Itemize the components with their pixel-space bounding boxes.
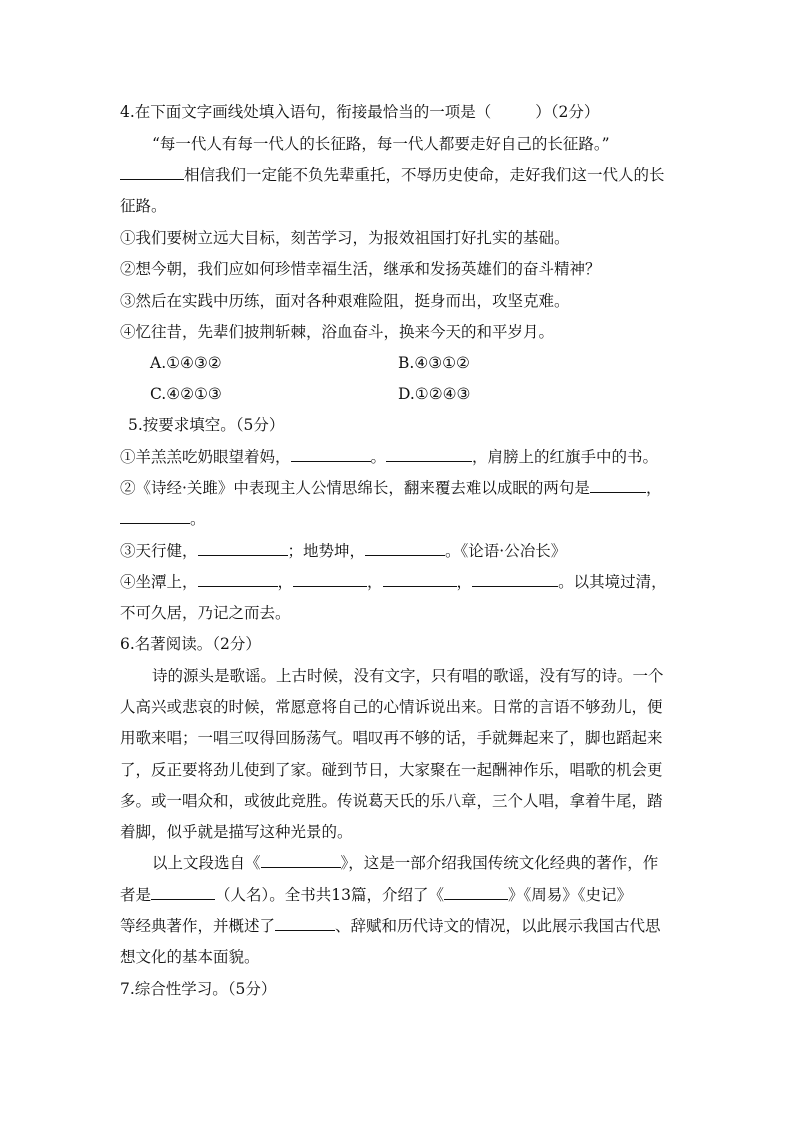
fill-blank[interactable]: [261, 853, 341, 868]
fill-blank[interactable]: [120, 165, 184, 180]
q7-title: 7.综合性学习。（5分）: [120, 980, 277, 998]
q5-line1: [120, 447, 680, 467]
q5-line4: [120, 572, 680, 592]
q4-sentence-4: ④忆往昔，先辈们披荆斩棘，浴血奋斗，换来今天的和平岁月。: [120, 323, 555, 341]
fill-blank[interactable]: [383, 572, 457, 587]
q6-passage-line: 了，反正要将劲儿使到了家。碰到节日，大家聚在一起酬神作乐，唱歌的机会更: [120, 761, 663, 779]
q6-a1-tail: 》，这是一部介绍我国传统文化经典的著作，作: [340, 854, 659, 872]
q6-passage-line: 着脚，似乎就是描写这种光景的。: [120, 823, 353, 841]
q5-l3-text: ③天行健，: [120, 542, 198, 560]
fill-blank[interactable]: [198, 541, 288, 556]
q6-passage-line: 人高兴或悲哀的时候，常愿意将自己的心情诉说出来。日常的言语不够劲儿，便: [120, 698, 663, 716]
fill-blank[interactable]: [291, 447, 371, 462]
q6-a3-text: 等经典著作，并概述了: [120, 917, 276, 935]
q4-score: ）（2分）: [535, 103, 600, 121]
q5-line3: [120, 541, 680, 561]
q6-answer-line3: [120, 916, 680, 936]
punct: 。: [190, 510, 206, 528]
q5-line2: [120, 478, 680, 498]
q5-l1-tail: ，肩膀上的红旗手中的书。: [472, 448, 659, 466]
option-b[interactable]: B.④③①②: [398, 354, 470, 372]
fill-blank[interactable]: [386, 447, 472, 462]
q6-answer-line1: [152, 853, 712, 873]
q5-title: 5.按要求填空。（5分）: [128, 416, 285, 434]
q5-l1-text: ①羊羔羔吃奶眼望着妈，: [120, 448, 291, 466]
q4-line2: [120, 165, 680, 185]
q6-a1-text: 以上文段选自《: [152, 854, 261, 872]
q6-passage-line: 用歌来唱；一唱三叹得回肠荡气。唱叹再不够的话，手就舞起来了，脚也蹈起来: [120, 729, 663, 747]
option-c[interactable]: C.④②①③: [150, 385, 222, 403]
q4-quote: “每一代人有每一代人的长征路，每一代人都要走好自己的长征路。”: [152, 135, 610, 153]
option-d[interactable]: D.①②④③: [398, 385, 471, 403]
q6-answer-line4: 想文化的基本面貌。: [120, 948, 260, 966]
q4-sentence-3: ③然后在实践中历练，面对各种艰难险阻，挺身而出，攻坚克难。: [120, 292, 570, 310]
punct: ，: [367, 573, 383, 591]
q6-a2-text: 者是: [120, 886, 152, 904]
q5-l4-text: ④坐潭上，: [120, 573, 198, 591]
q4-sentence-2: ②想今朝，我们应如何珍惜幸福生活，继承和发扬英雄们的奋斗精神？: [120, 260, 601, 278]
q4-stem-text: 4.在下面文字画线处填入语句，衔接最恰当的一项是（: [120, 103, 492, 121]
fill-blank[interactable]: [590, 478, 646, 493]
fill-blank[interactable]: [444, 885, 508, 900]
fill-blank[interactable]: [151, 885, 215, 900]
q5-line2b: [120, 509, 680, 529]
q4-sentence-1: ①我们要树立远大目标，刻苦学习，为报效祖国打好扎实的基础。: [120, 229, 570, 247]
punct: 。: [370, 448, 387, 466]
q6-a3-tail: 、辞赋和历代诗文的情况，以此展示我国古代思: [335, 917, 661, 935]
fill-blank[interactable]: [120, 509, 190, 524]
q4-line2-text: 相信我们一定能不负先辈重托，不辱历史使命，走好我们这一代人的长: [184, 166, 665, 184]
punct: ，: [645, 479, 662, 497]
q5-l2-text: ②《诗经·关雎》中表现主人公情思绵长，翻来覆去难以成眠的两句是: [120, 479, 590, 497]
fill-blank[interactable]: [275, 916, 335, 931]
punct: ，: [277, 573, 294, 591]
q6-passage-line: 诗的源头是歌谣。上古时候，没有文字，只有唱的歌谣，没有写的诗。一个: [152, 667, 664, 685]
fill-blank[interactable]: [198, 572, 278, 587]
q4-stem: [120, 102, 680, 122]
punct: ，: [456, 573, 473, 591]
q5-l3-mid: ；地势坤，: [287, 542, 366, 560]
q6-passage-line: 多。或一唱众和，或彼此竞胜。传说葛天氏的乐八章，三个人唱，拿着牛尾，踏: [120, 792, 663, 810]
fill-blank[interactable]: [472, 572, 558, 587]
q5-l4-tail: 。以其境过清，: [558, 573, 667, 591]
option-a[interactable]: A.①④③②: [150, 354, 222, 372]
fill-blank[interactable]: [365, 541, 445, 556]
q5-line4b: 不可久居，乃记之而去。: [120, 604, 291, 622]
fill-blank[interactable]: [293, 572, 367, 587]
q6-answer-line2: [120, 885, 680, 905]
q6-a2-tail: 》《周易》《史记》: [508, 886, 633, 904]
q6-title: 6.名著阅读。（2分）: [120, 635, 261, 653]
q5-l3-tail: 。《论语·公冶长》: [445, 542, 567, 560]
q4-line3: 征路。: [120, 197, 167, 215]
q6-a2-mid: （人名）。全书共13篇，介绍了《: [215, 886, 444, 904]
